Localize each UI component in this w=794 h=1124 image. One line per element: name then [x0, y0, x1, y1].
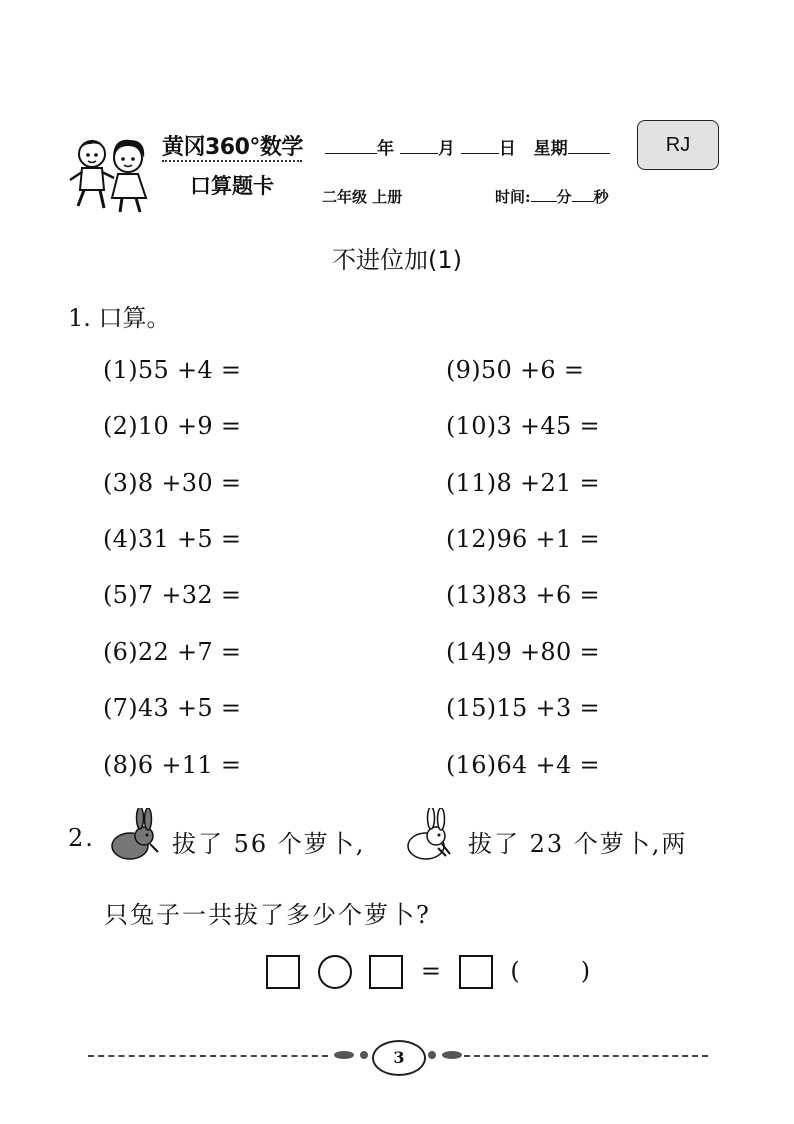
page-title: 不进位加(1)	[332, 246, 462, 274]
edition-badge: RJ	[637, 120, 719, 170]
equals-sign: =	[420, 956, 442, 985]
problem-11: (11)8 +21 =	[446, 469, 600, 497]
footer-ornament-right	[426, 1050, 466, 1060]
problem-2: (2)10 +9 =	[103, 412, 242, 440]
section-1-label: 1. 口算。	[68, 304, 171, 332]
date-fields	[325, 134, 610, 159]
card-subtitle: 口算题卡	[190, 174, 274, 198]
problem-8: (8)6 +11 =	[103, 751, 242, 779]
gray-rabbit-icon	[104, 808, 160, 864]
grade-label: 二年级 上册	[322, 188, 403, 206]
problem-15: (15)15 +3 =	[446, 694, 600, 722]
seconds-blank[interactable]	[572, 187, 594, 202]
problem-1: (1)55 +4 =	[103, 356, 242, 384]
footer-divider-right	[464, 1055, 708, 1057]
problem-14: (14)9 +80 =	[446, 638, 600, 666]
minutes-label: 分	[556, 188, 572, 206]
unit-parentheses[interactable]: ( )	[510, 956, 591, 985]
problem-7: (7)43 +5 =	[103, 694, 242, 722]
year-label: 年	[377, 139, 394, 159]
month-label: 月	[437, 139, 455, 159]
problem-4: (4)31 +5 =	[103, 525, 242, 553]
white-rabbit-icon	[398, 808, 454, 864]
weekday-blank[interactable]	[568, 139, 610, 154]
brand-divider	[162, 160, 302, 162]
month-blank[interactable]	[400, 139, 438, 154]
problem-3: (3)8 +30 =	[103, 469, 242, 497]
rabbit-2-text: 拔了 23 个萝卜,两	[468, 830, 688, 858]
question-text: 只兔子一共拔了多少个萝卜?	[104, 901, 431, 929]
rabbit-1-text: 拔了 56 个萝卜,	[172, 830, 366, 858]
minutes-blank[interactable]	[531, 187, 557, 202]
problem-12: (12)96 +1 =	[446, 525, 600, 553]
answer-box-result[interactable]	[459, 955, 493, 989]
brand-title: 黄冈360°数学	[162, 135, 303, 160]
problem-9: (9)50 +6 =	[446, 356, 585, 384]
equation-template	[266, 955, 600, 989]
section-2-number: 2.	[68, 824, 95, 852]
children-illustration	[62, 132, 162, 216]
footer-ornament-left	[330, 1050, 370, 1060]
time-fields	[495, 186, 609, 207]
problem-6: (6)22 +7 =	[103, 638, 242, 666]
problem-10: (10)3 +45 =	[446, 412, 600, 440]
answer-box-1[interactable]	[266, 955, 300, 989]
year-blank[interactable]	[325, 139, 377, 154]
weekday-label: 星期	[533, 139, 568, 159]
problem-16: (16)64 +4 =	[446, 751, 600, 779]
answer-box-2[interactable]	[369, 955, 403, 989]
time-label: 时间:	[495, 188, 531, 206]
operator-circle[interactable]	[318, 955, 352, 989]
seconds-label: 秒	[593, 188, 609, 206]
problem-5: (5)7 +32 =	[103, 581, 242, 609]
problem-13: (13)83 +6 =	[446, 581, 600, 609]
day-label: 日	[498, 139, 516, 159]
footer-divider-left	[88, 1055, 328, 1057]
day-blank[interactable]	[461, 139, 499, 154]
page-number: 3	[372, 1040, 426, 1076]
